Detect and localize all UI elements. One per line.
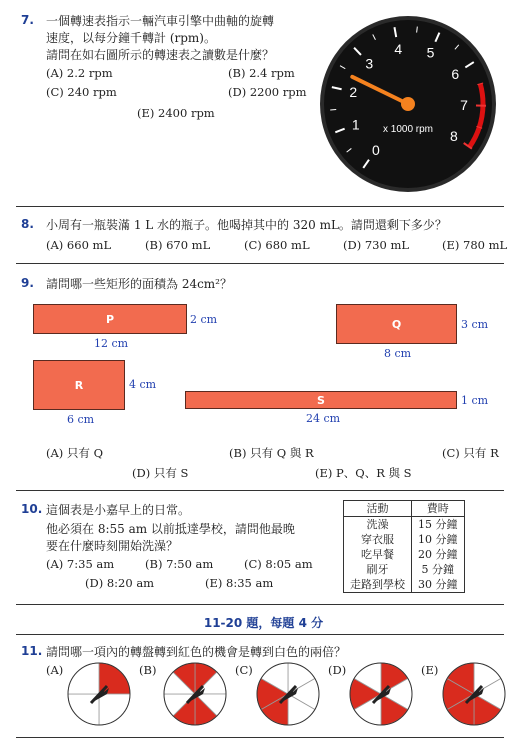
gauge-tick-label: 4 (394, 40, 403, 57)
q7-option-c[interactable]: (C) 240 rpm (46, 85, 117, 99)
gauge-tick-label: 1 (351, 116, 360, 133)
q7-option-b[interactable]: (B) 2.4 rpm (228, 66, 295, 80)
divider (16, 737, 504, 738)
table-row (344, 562, 465, 577)
gauge-tick-label: 3 (365, 55, 374, 72)
gauge-hub (401, 97, 415, 111)
q7-text-line3: 請問在如右圖所示的轉速表之讀數是什麼？ (46, 48, 275, 62)
q11-option-d-label[interactable]: (D) (328, 663, 347, 677)
rect-q-width: 8 cm (384, 347, 412, 360)
rect-r: R (33, 360, 125, 410)
q10-text-line2: 他必須在 8:55 am 以前抵達學校，請問他最晚 (46, 522, 295, 536)
table-cell-activity: 洗澡 (344, 517, 412, 533)
table-cell-duration: 15 分鐘 (418, 518, 458, 531)
table-cell-duration: 20 分鐘 (418, 548, 458, 561)
divider (16, 263, 504, 264)
q8-option-c[interactable]: (C) 680 mL (244, 238, 310, 252)
q11-number: 11. (21, 644, 43, 658)
gauge-tick-label: 5 (426, 44, 435, 61)
spinner-a[interactable] (66, 661, 132, 727)
rect-r-width: 6 cm (67, 413, 95, 426)
gauge-tick-label: 8 (449, 128, 458, 145)
gauge-unit-label: x 1000 rpm (382, 124, 434, 135)
divider (16, 490, 504, 491)
q9-number: 9. (21, 276, 34, 290)
divider (16, 206, 504, 207)
gauge-tick-label: 7 (460, 97, 468, 114)
q10-text-line1: 這個表是小嘉早上的日常。 (46, 503, 191, 517)
q8-option-a[interactable]: (A) 660 mL (46, 238, 112, 252)
routine-table (343, 500, 465, 593)
gauge-tick (417, 27, 418, 33)
rect-r-height: 4 cm (129, 378, 157, 391)
rect-q: Q (336, 304, 457, 344)
q9-option-d[interactable]: (D) 只有 S (132, 466, 189, 480)
q10-number: 10. (21, 502, 43, 516)
q11-option-a-label[interactable]: (A) (46, 663, 64, 677)
q10-option-e[interactable]: (E) 8:35 am (205, 576, 274, 590)
gauge-tick-label: 2 (349, 83, 358, 100)
q11-option-b-label[interactable]: (B) (139, 663, 157, 677)
rect-p-width: 12 cm (94, 337, 129, 350)
q10-option-d[interactable]: (D) 8:20 am (85, 576, 155, 590)
q7-text-line2: 速度，以每分鐘千轉計 (rpm)。 (46, 31, 216, 45)
spinner-b[interactable] (162, 661, 228, 727)
q10-option-c[interactable]: (C) 8:05 am (244, 557, 313, 571)
rect-p-height: 2 cm (190, 313, 218, 326)
table-cell-duration: 5 分鐘 (421, 563, 454, 576)
q11-text: 請問哪一項內的轉盤轉到紅色的機會是轉到白色的兩倍？ (46, 645, 347, 659)
tachometer-gauge (318, 14, 498, 194)
q7-option-a[interactable]: (A) 2.2 rpm (46, 66, 113, 80)
q9-option-b[interactable]: (B) 只有 Q 與 R (229, 446, 314, 460)
spinner-c[interactable] (255, 661, 321, 727)
q8-option-e[interactable]: (E) 780 mL (442, 238, 508, 252)
q7-option-d[interactable]: (D) 2200 rpm (228, 85, 307, 99)
q8-option-d[interactable]: (D) 730 mL (343, 238, 409, 252)
q11-option-c-label[interactable]: (C) (235, 663, 253, 677)
table-cell-duration: 30 分鐘 (418, 578, 458, 591)
q7-option-e[interactable]: (E) 2400 rpm (137, 106, 215, 120)
q8-option-b[interactable]: (B) 670 mL (145, 238, 211, 252)
table-row (344, 547, 465, 562)
q9-option-c[interactable]: (C) 只有 R (442, 446, 499, 460)
q9-option-e[interactable]: (E) P、Q、R 與 S (315, 466, 412, 480)
spinner-e[interactable] (441, 661, 507, 727)
q8-number: 8. (21, 217, 34, 231)
divider (16, 634, 504, 635)
gauge-tick-label: 0 (371, 141, 380, 158)
table-header-row (344, 501, 465, 517)
q7-number: 7. (21, 13, 34, 27)
q11-option-e-label[interactable]: (E) (421, 663, 439, 677)
table-cell-duration: 10 分鐘 (418, 533, 458, 546)
table-header-duration: 費時 (412, 501, 465, 517)
gauge-tick-label: 6 (451, 65, 460, 82)
rect-q-height: 3 cm (461, 318, 489, 331)
q7-text-line1: 一個轉速表指示一輛汽車引擎中曲軸的旋轉 (46, 14, 275, 28)
rect-s-height: 1 cm (461, 394, 489, 407)
rect-s-width: 24 cm (306, 412, 341, 425)
q8-text: 小周有一瓶裝滿 1 L 水的瓶子。他喝掉其中的 320 mL。請問還剩下多少？ (46, 218, 447, 232)
table-row (344, 532, 465, 547)
table-row (344, 577, 465, 593)
table-cell-activity: 刷牙 (344, 562, 412, 577)
divider (16, 604, 504, 605)
table-cell-activity: 穿衣服 (344, 532, 412, 547)
q10-option-b[interactable]: (B) 7:50 am (145, 557, 214, 571)
spinner-d[interactable] (348, 661, 414, 727)
q9-text: 請問哪一些矩形的面積為 24cm²？ (46, 277, 232, 291)
table-cell-activity: 走路到學校 (344, 577, 412, 593)
section-header: 11-20 題，每題 4 分 (203, 616, 324, 630)
q10-option-a[interactable]: (A) 7:35 am (46, 557, 115, 571)
q10-text-line3: 要在什麼時刻開始洗澡？ (46, 539, 179, 553)
table-header-activity: 活動 (344, 501, 412, 517)
table-row (344, 517, 465, 533)
rect-s: S (185, 391, 457, 409)
rect-p: P (33, 304, 187, 334)
q9-option-a[interactable]: (A) 只有 Q (46, 446, 104, 460)
table-cell-activity: 吃早餐 (344, 547, 412, 562)
